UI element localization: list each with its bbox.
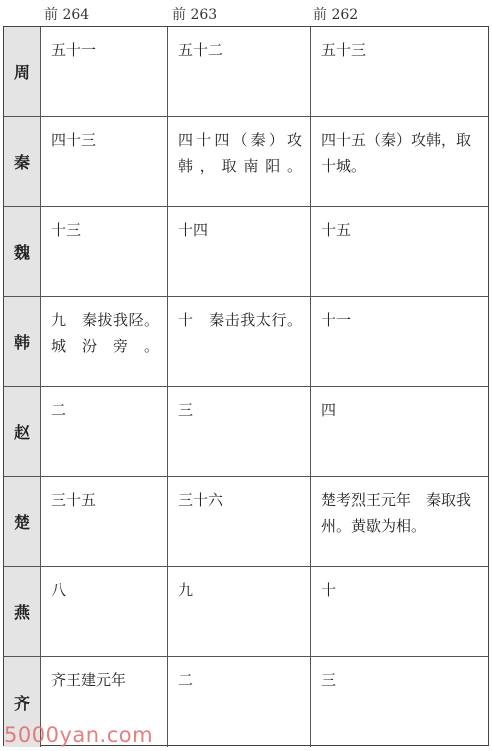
year-col-3: 前 262: [313, 7, 359, 23]
table-cell: 十: [321, 581, 337, 599]
row-label: 秦: [4, 117, 41, 206]
table-cell: 楚考烈王元年 秦取我州。黄歇为相。: [321, 491, 472, 535]
table-row-qin: [4, 117, 488, 207]
table-cell: 二: [168, 657, 311, 747]
table-cell: 齐王建元年: [41, 657, 168, 747]
table-row-wei: [4, 207, 488, 297]
table-cell: 九 秦拔我陉。城汾旁。: [41, 297, 168, 386]
table-row-han: [4, 297, 488, 387]
table-cell: 五十二: [168, 27, 311, 116]
chronology-table: [3, 26, 489, 746]
row-label: 燕: [4, 567, 41, 656]
table-cell: 四十三: [41, 117, 168, 206]
row-label: 韩: [4, 297, 41, 386]
table-cell: 三: [168, 387, 311, 476]
table-row-chu: [4, 477, 488, 567]
table-cell: 五十三: [321, 41, 367, 59]
table-cell: 十一: [321, 311, 352, 329]
table-cell: 十五: [321, 221, 352, 239]
table-cell: 三十六: [168, 477, 311, 566]
table-cell: 二: [41, 387, 168, 476]
table-cell: 十四: [168, 207, 311, 296]
year-col-1: 前 264: [44, 7, 90, 23]
year-col-2: 前 263: [172, 7, 218, 23]
table-cell: 四十四（秦）攻韩，取南阳。: [168, 117, 311, 206]
table-cell: 九: [168, 567, 311, 656]
table-cell: 十三: [41, 207, 168, 296]
table-cell: 三十五: [41, 477, 168, 566]
table-row-yan: [4, 567, 488, 657]
table-row-zhou: [4, 27, 488, 117]
row-label: 楚: [4, 477, 41, 566]
site-watermark: 5000yan.com: [4, 723, 154, 747]
table-cell: 四: [321, 401, 337, 419]
row-label: 周: [4, 27, 41, 116]
table-cell: 四十五（秦）攻韩，取十城。: [321, 131, 472, 175]
table-row-zhao: [4, 387, 488, 477]
row-label: 魏: [4, 207, 41, 296]
year-header: [0, 0, 492, 26]
row-label: 齐: [4, 657, 41, 747]
table-cell: 三: [321, 671, 337, 689]
table-cell: 五十一: [41, 27, 168, 116]
table-cell: 八: [41, 567, 168, 656]
table-cell: 十 秦击我太行。: [168, 297, 311, 386]
row-label: 赵: [4, 387, 41, 476]
